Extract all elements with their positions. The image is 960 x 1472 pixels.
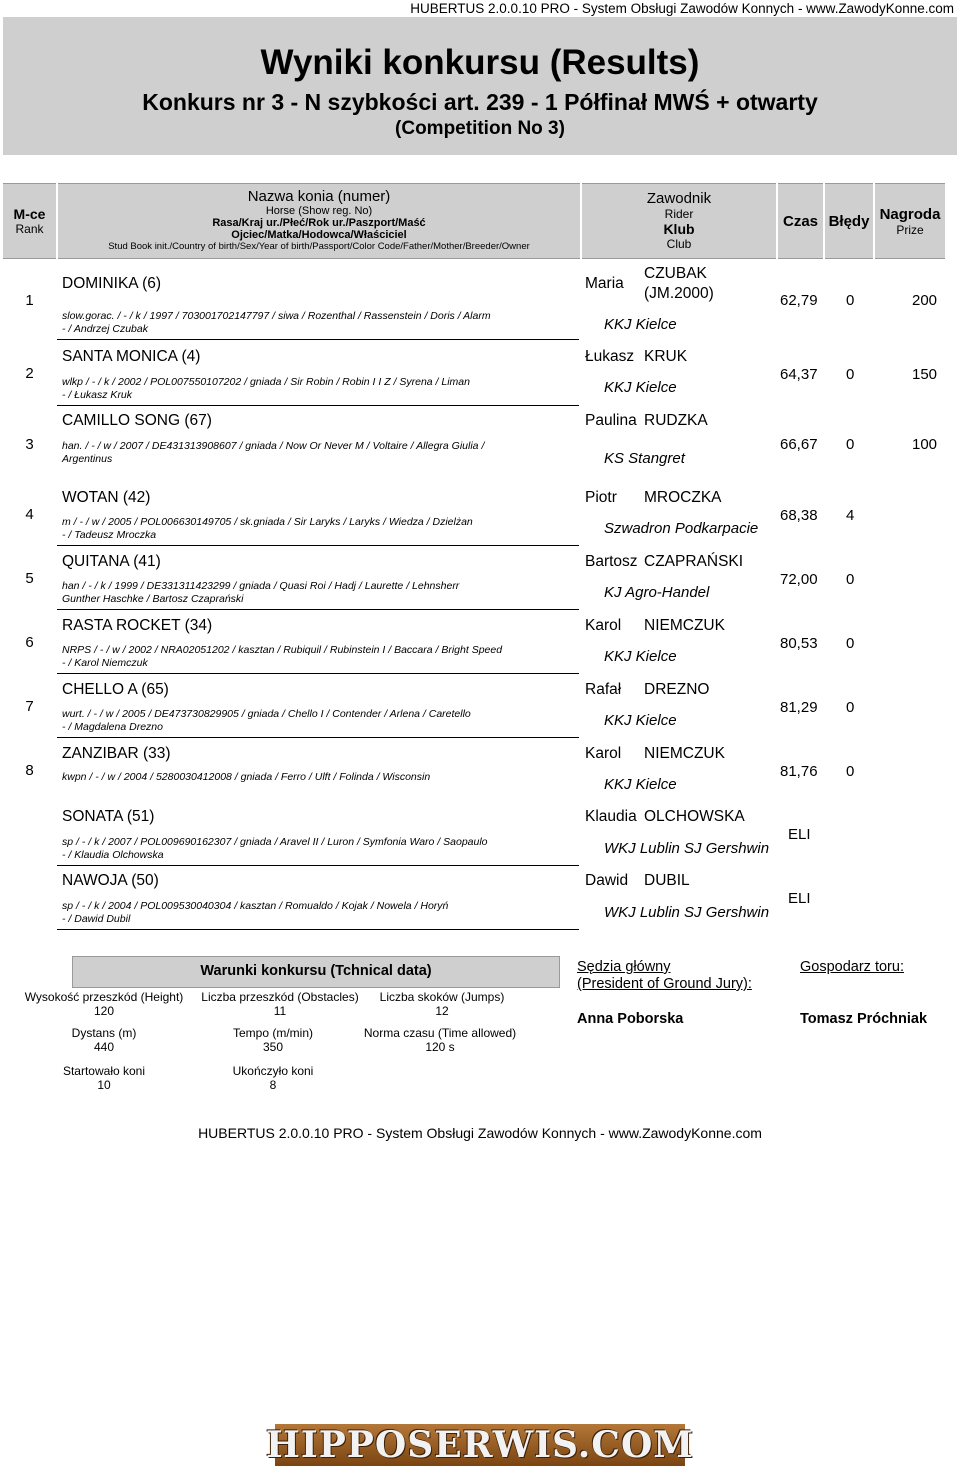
club: KJ Agro-Handel bbox=[604, 584, 710, 601]
speed-field: Tempo (m/min) 350 bbox=[232, 1026, 313, 1054]
rider-last-name: CZUBAK bbox=[644, 265, 707, 282]
row-divider bbox=[57, 609, 579, 610]
rider-last-name: NIEMCZUK bbox=[644, 745, 725, 762]
horse-name: SONATA (51) bbox=[62, 808, 155, 825]
faults: 4 bbox=[846, 507, 855, 524]
faults: 0 bbox=[846, 763, 855, 780]
time: 62,79 bbox=[780, 292, 818, 309]
club: KKJ Kielce bbox=[604, 712, 677, 729]
club: WKJ Lublin SJ Gershwin bbox=[604, 840, 770, 857]
time: 72,00 bbox=[780, 571, 818, 588]
horse-details: NRPS / - / w / 2002 / NRA02051202 / kasztan / Rubiquil / Rubinstein I / Baccara / Bright Speed - / Karol Niemczuk bbox=[62, 644, 503, 669]
rider-first-name: Rafał bbox=[585, 681, 622, 698]
judge-name: Anna Poborska bbox=[577, 1011, 684, 1027]
horse-details: sp / - / k / 2004 / POL009530040304 / kasztan / Romualdo / Kojak / Nowela / Horyń - / Dawid Dubil bbox=[62, 900, 449, 925]
horse-name: WOTAN (42) bbox=[62, 489, 151, 506]
time: 80,53 bbox=[780, 635, 818, 652]
prize: 150 bbox=[912, 366, 938, 383]
status: ELI bbox=[788, 826, 811, 843]
horse-name: RASTA ROCKET (34) bbox=[62, 617, 213, 634]
rider-last-name: DUBIL bbox=[644, 872, 690, 889]
rank: 2 bbox=[25, 365, 34, 382]
faults: 0 bbox=[846, 436, 855, 453]
rider-first-name: Karol bbox=[585, 745, 622, 762]
club: KKJ Kielce bbox=[604, 379, 677, 396]
title-box bbox=[3, 17, 957, 155]
rider-last-name: CZAPRAŃSKI bbox=[644, 553, 744, 570]
header-prize: Nagroda Prize bbox=[875, 183, 945, 259]
horse-details: sp / - / k / 2007 / POL009690162307 / gniada / Aravel II / Luron / Symfonia Waro / Saopaulo - / Klaudia Olchowska bbox=[62, 836, 488, 861]
rank: 8 bbox=[25, 762, 34, 779]
started-field: Startowało koni 10 bbox=[62, 1064, 146, 1092]
horse-details: han / - / k / 1999 / DE331311423299 / gniada / Quasi Roi / Hadj / Laurette / Lehnsherr Gunther Haschke / Bartosz Czaprański bbox=[62, 580, 460, 605]
faults: 0 bbox=[846, 699, 855, 716]
horse-name: NAWOJA (50) bbox=[62, 872, 159, 889]
club: KKJ Kielce bbox=[604, 648, 677, 665]
row-divider bbox=[57, 865, 579, 866]
finished-field: Ukończyło koni 8 bbox=[232, 1064, 314, 1092]
host-label: Gospodarz toru: bbox=[800, 959, 904, 975]
rider-last-name: RUDZKA bbox=[644, 412, 708, 429]
horse-details: kwpn / - / w / 2004 / 5280030412008 / gniada / Ferro / Ulft / Folinda / Wisconsin bbox=[62, 771, 431, 783]
time: 68,38 bbox=[780, 507, 818, 524]
status: ELI bbox=[788, 890, 811, 907]
time-allowed-field: Norma czasu (Time allowed) 120 s bbox=[363, 1026, 517, 1054]
club: Szwadron Podkarpacie bbox=[604, 520, 759, 537]
rider-last-name: OLCHOWSKA bbox=[644, 808, 745, 825]
header-rider: Zawodnik Rider Klub Club bbox=[582, 183, 776, 259]
faults: 0 bbox=[846, 366, 855, 383]
rider-last-name: MROCZKA bbox=[644, 489, 722, 506]
competition-number: (Competition No 3) bbox=[395, 118, 565, 139]
club: KKJ Kielce bbox=[604, 316, 677, 333]
row-divider bbox=[57, 929, 579, 930]
rider-first-name: Bartosz bbox=[585, 553, 638, 570]
rider-last-name: NIEMCZUK bbox=[644, 617, 725, 634]
horse-name: CAMILLO SONG (67) bbox=[62, 412, 212, 429]
rank: 7 bbox=[25, 698, 34, 715]
rank: 4 bbox=[25, 506, 34, 523]
rank: 6 bbox=[25, 634, 34, 651]
time: 81,29 bbox=[780, 699, 818, 716]
rider-first-name: Maria bbox=[585, 275, 624, 292]
horse-details: wlkp / - / k / 2002 / POL007550107202 / gniada / Sir Robin / Robin I I Z / Syrena / Liman - / Łukasz Kruk bbox=[62, 376, 470, 401]
faults: 0 bbox=[846, 571, 855, 588]
rider-first-name: Piotr bbox=[585, 489, 617, 506]
time: 64,37 bbox=[780, 366, 818, 383]
time: 66,67 bbox=[780, 436, 818, 453]
faults: 0 bbox=[846, 292, 855, 309]
competition-name: Konkurs nr 3 - N szybkości art. 239 - 1 Półfinał MWŚ + otwarty bbox=[142, 89, 818, 115]
row-divider bbox=[57, 339, 579, 340]
footer-banner: HUBERTUS 2.0.0.10 PRO - System Obsługi Zawodów Konnych - www.ZawodyKonne.com bbox=[198, 1125, 762, 1141]
judge-label: Sędzia główny (President of Ground Jury): bbox=[577, 959, 752, 992]
height-field: Wysokość przeszkód (Height) 120 bbox=[24, 990, 184, 1018]
horse-name: CHELLO A (65) bbox=[62, 681, 169, 698]
distance-field: Dystans (m) 440 bbox=[71, 1026, 137, 1054]
horse-name: DOMINIKA (6) bbox=[62, 275, 162, 292]
rank: 1 bbox=[25, 292, 34, 309]
time: 81,76 bbox=[780, 763, 818, 780]
horse-details: m / - / w / 2005 / POL006630149705 / sk.gniada / Sir Laryks / Laryks / Wiedza / Dzielżan - / Tadeusz Mroczka bbox=[62, 516, 473, 541]
header-time: Czas bbox=[778, 183, 823, 259]
top-banner: HUBERTUS 2.0.0.10 PRO - System Obsługi Zawodów Konnych - www.ZawodyKonne.com bbox=[410, 1, 954, 16]
hipposerwis-logo: HIPPOSERWIS.COM bbox=[265, 1424, 695, 1466]
prize: 100 bbox=[912, 436, 938, 453]
row-divider bbox=[57, 545, 579, 546]
horse-details: wurt. / - / w / 2005 / DE473730829905 / gniada / Chello I / Contender / Arlena / Caretello - / Magdalena Drezno bbox=[62, 708, 471, 733]
header-horse: Nazwa konia (numer) Horse (Show reg. No) Rasa/Kraj ur./Płeć/Rok ur./Paszport/Maść Ojciec/Matka/Hodowca/Właściciel Stud Book init./Country of birth/Sex/Year of birth/Passport/Color Code/Father/Mother/Breeder/Owner bbox=[58, 183, 580, 259]
horse-details: han. / - / w / 2007 / DE431313908607 / gniada / Now Or Never M / Voltaire / Allegra Giulia / Argentinus bbox=[62, 440, 485, 465]
faults: 0 bbox=[846, 635, 855, 652]
host-name: Tomasz Próchniak bbox=[800, 1011, 928, 1027]
rider-first-name: Klaudia bbox=[585, 808, 637, 825]
rider-last-name: DREZNO bbox=[644, 681, 710, 698]
club: KKJ Kielce bbox=[604, 776, 677, 793]
tech-data-title: Warunki konkursu (Tchnical data) bbox=[200, 963, 432, 979]
header-faults: Błędy bbox=[825, 183, 873, 259]
rank: 5 bbox=[25, 570, 34, 587]
prize: 200 bbox=[912, 292, 938, 309]
obstacles-field: Liczba przeszkód (Obstacles) 11 bbox=[201, 990, 359, 1018]
page-title: Wyniki konkursu (Results) bbox=[260, 43, 700, 82]
tech-data-title-box bbox=[72, 956, 560, 988]
rider-first-name: Dawid bbox=[585, 872, 629, 889]
row-divider bbox=[57, 673, 579, 674]
rider-first-name: Paulina bbox=[585, 412, 637, 429]
jumps-field: Liczba skoków (Jumps) 12 bbox=[379, 990, 505, 1018]
rider-note: (JM.2000) bbox=[644, 285, 714, 302]
horse-name: ZANZIBAR (33) bbox=[62, 745, 171, 762]
header-rank: M-ce Rank bbox=[3, 183, 56, 259]
horse-details: slow.gorac. / - / k / 1997 / 703001702147797 / siwa / Rozenthal / Rassenstein / Doris / Alarm - / Andrzej Czubak bbox=[62, 310, 491, 335]
row-divider bbox=[57, 737, 579, 738]
horse-name: SANTA MONICA (4) bbox=[62, 348, 201, 365]
club: KS Stangret bbox=[604, 450, 685, 467]
club: WKJ Lublin SJ Gershwin bbox=[604, 904, 770, 921]
rider-last-name: KRUK bbox=[644, 348, 688, 365]
row-divider bbox=[57, 405, 579, 406]
rider-first-name: Łukasz bbox=[585, 348, 635, 365]
rider-first-name: Karol bbox=[585, 617, 622, 634]
horse-name: QUITANA (41) bbox=[62, 553, 161, 570]
rank: 3 bbox=[25, 436, 34, 453]
